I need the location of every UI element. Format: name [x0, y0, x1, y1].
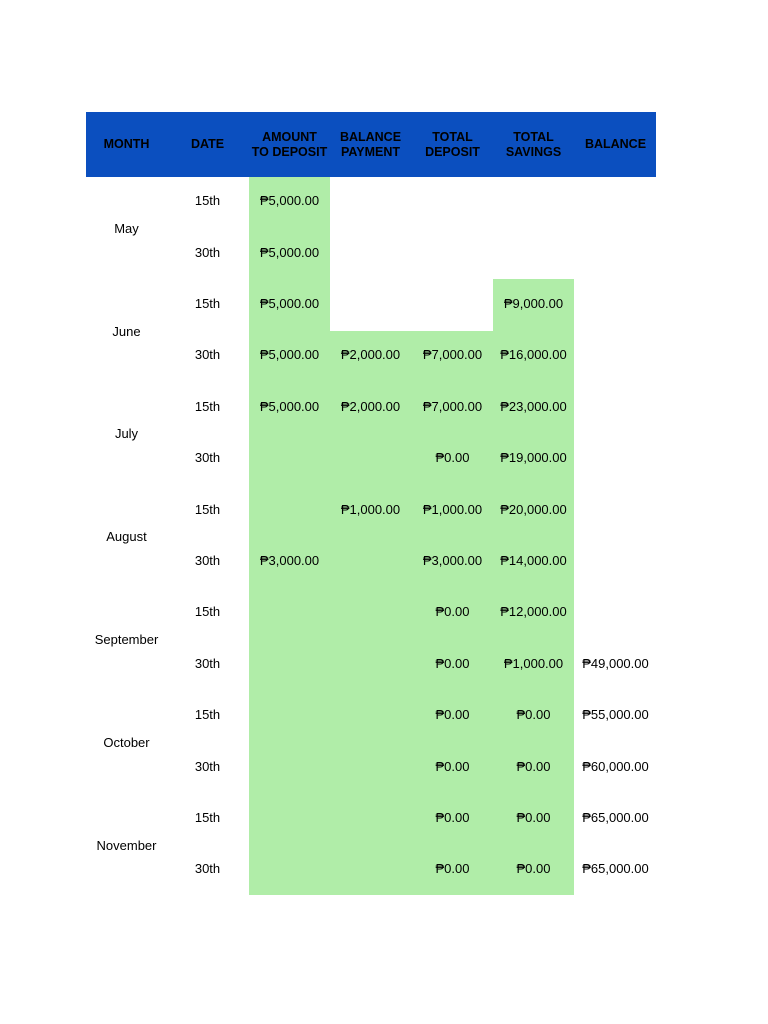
date-cell: 15th [194, 707, 221, 723]
table-row [86, 329, 656, 380]
date-cell: 30th [194, 552, 221, 568]
date-cell: 30th [194, 861, 221, 877]
balance-cell: ₱49,000.00 [582, 655, 649, 671]
date-cell: 15th [194, 193, 221, 209]
table-row [86, 483, 656, 534]
header-balance: BALANCE [584, 137, 647, 151]
table-row [86, 689, 656, 740]
deposit-cell [249, 689, 330, 740]
total-deposit-cell [412, 278, 493, 329]
balance-cell: ₱65,000.00 [582, 809, 649, 825]
table-row [86, 535, 656, 586]
deposit-cell [249, 586, 330, 637]
balance-cell [575, 483, 656, 534]
total-deposit-cell: ₱7,000.00 [422, 347, 483, 363]
date-cell: 15th [194, 295, 221, 311]
payment-cell [330, 175, 411, 226]
balance-cell [575, 381, 656, 432]
month-label: October [103, 734, 150, 750]
total-savings-cell: ₱16,000.00 [500, 347, 567, 363]
total-deposit-cell [412, 226, 493, 277]
table-row [86, 586, 656, 637]
deposit-cell [249, 638, 330, 689]
payment-cell [330, 740, 411, 791]
total-deposit-cell: ₱0.00 [435, 450, 470, 466]
table-row [86, 638, 656, 689]
month-label: November [96, 837, 157, 853]
payment-cell: ₱1,000.00 [340, 501, 401, 517]
total-deposit-cell: ₱0.00 [435, 707, 470, 723]
total-deposit-cell: ₱0.00 [435, 861, 470, 877]
deposit-cell: ₱5,000.00 [259, 347, 320, 363]
header-date: DATE [190, 137, 225, 151]
total-deposit-cell: ₱0.00 [435, 758, 470, 774]
total-savings-cell: ₱12,000.00 [500, 604, 567, 620]
balance-cell [575, 226, 656, 277]
deposit-cell: ₱5,000.00 [259, 398, 320, 414]
month-label: May [114, 220, 139, 236]
balance-cell: ₱65,000.00 [582, 861, 649, 877]
total-savings-cell: ₱19,000.00 [500, 450, 567, 466]
payment-cell [330, 638, 411, 689]
deposit-cell: ₱5,000.00 [259, 295, 320, 311]
header-month: MONTH [103, 137, 150, 151]
payment-cell: ₱2,000.00 [340, 347, 401, 363]
header-amount-to-deposit: AMOUNT TO DEPOSIT [251, 129, 328, 159]
date-cell: 30th [194, 758, 221, 774]
table-row [86, 740, 656, 791]
total-savings-cell: ₱0.00 [516, 861, 551, 877]
total-savings-cell: ₱0.00 [516, 707, 551, 723]
total-savings-cell: ₱0.00 [516, 758, 551, 774]
total-deposit-cell: ₱0.00 [435, 604, 470, 620]
total-deposit-cell: ₱3,000.00 [422, 552, 483, 568]
balance-cell [575, 535, 656, 586]
table-row [86, 278, 656, 329]
balance-cell [575, 329, 656, 380]
deposit-cell [249, 432, 330, 483]
payment-cell [330, 586, 411, 637]
payment-cell [330, 689, 411, 740]
deposit-cell: ₱5,000.00 [259, 244, 320, 260]
payment-cell [330, 843, 411, 894]
payment-cell: ₱2,000.00 [340, 398, 401, 414]
total-savings-cell: ₱1,000.00 [503, 655, 564, 671]
payment-cell [330, 792, 411, 843]
deposit-cell: ₱5,000.00 [259, 193, 320, 209]
deposit-cell [249, 483, 330, 534]
header-total-savings: TOTAL SAVINGS [505, 129, 562, 159]
date-cell: 15th [194, 398, 221, 414]
date-cell: 15th [194, 809, 221, 825]
balance-cell: ₱55,000.00 [582, 707, 649, 723]
total-savings-cell: ₱14,000.00 [500, 552, 567, 568]
total-deposit-cell [412, 175, 493, 226]
table-row [86, 432, 656, 483]
balance-cell [575, 278, 656, 329]
deposit-cell: ₱3,000.00 [259, 552, 320, 568]
date-cell: 15th [194, 501, 221, 517]
month-label: June [112, 323, 141, 339]
deposit-cell [249, 792, 330, 843]
total-savings-cell [493, 175, 574, 226]
deposit-cell [249, 843, 330, 894]
total-savings-cell: ₱23,000.00 [500, 398, 567, 414]
total-deposit-cell: ₱1,000.00 [422, 501, 483, 517]
month-label: August [106, 529, 147, 545]
date-cell: 30th [194, 655, 221, 671]
total-savings-cell: ₱20,000.00 [500, 501, 567, 517]
table-row [86, 226, 656, 277]
payment-cell [330, 535, 411, 586]
table-row [86, 843, 656, 894]
total-deposit-cell: ₱0.00 [435, 655, 470, 671]
balance-cell [575, 432, 656, 483]
balance-cell [575, 586, 656, 637]
payment-cell [330, 278, 411, 329]
total-savings-cell: ₱0.00 [516, 809, 551, 825]
table-row [86, 175, 656, 226]
date-cell: 15th [194, 604, 221, 620]
table-row [86, 381, 656, 432]
month-label: July [114, 426, 139, 442]
total-savings-cell: ₱9,000.00 [503, 295, 564, 311]
table-header [86, 112, 656, 177]
payment-cell [330, 226, 411, 277]
payment-cell [330, 432, 411, 483]
total-savings-cell [493, 226, 574, 277]
table-row [86, 792, 656, 843]
total-deposit-cell: ₱0.00 [435, 809, 470, 825]
date-cell: 30th [194, 244, 221, 260]
header-balance-payment: BALANCE PAYMENT [339, 129, 402, 159]
balance-cell: ₱60,000.00 [582, 758, 649, 774]
balance-cell [575, 175, 656, 226]
total-deposit-cell: ₱7,000.00 [422, 398, 483, 414]
month-label: September [94, 632, 159, 648]
date-cell: 30th [194, 347, 221, 363]
deposit-cell [249, 740, 330, 791]
header-total-deposit: TOTAL DEPOSIT [425, 129, 480, 159]
date-cell: 30th [194, 450, 221, 466]
